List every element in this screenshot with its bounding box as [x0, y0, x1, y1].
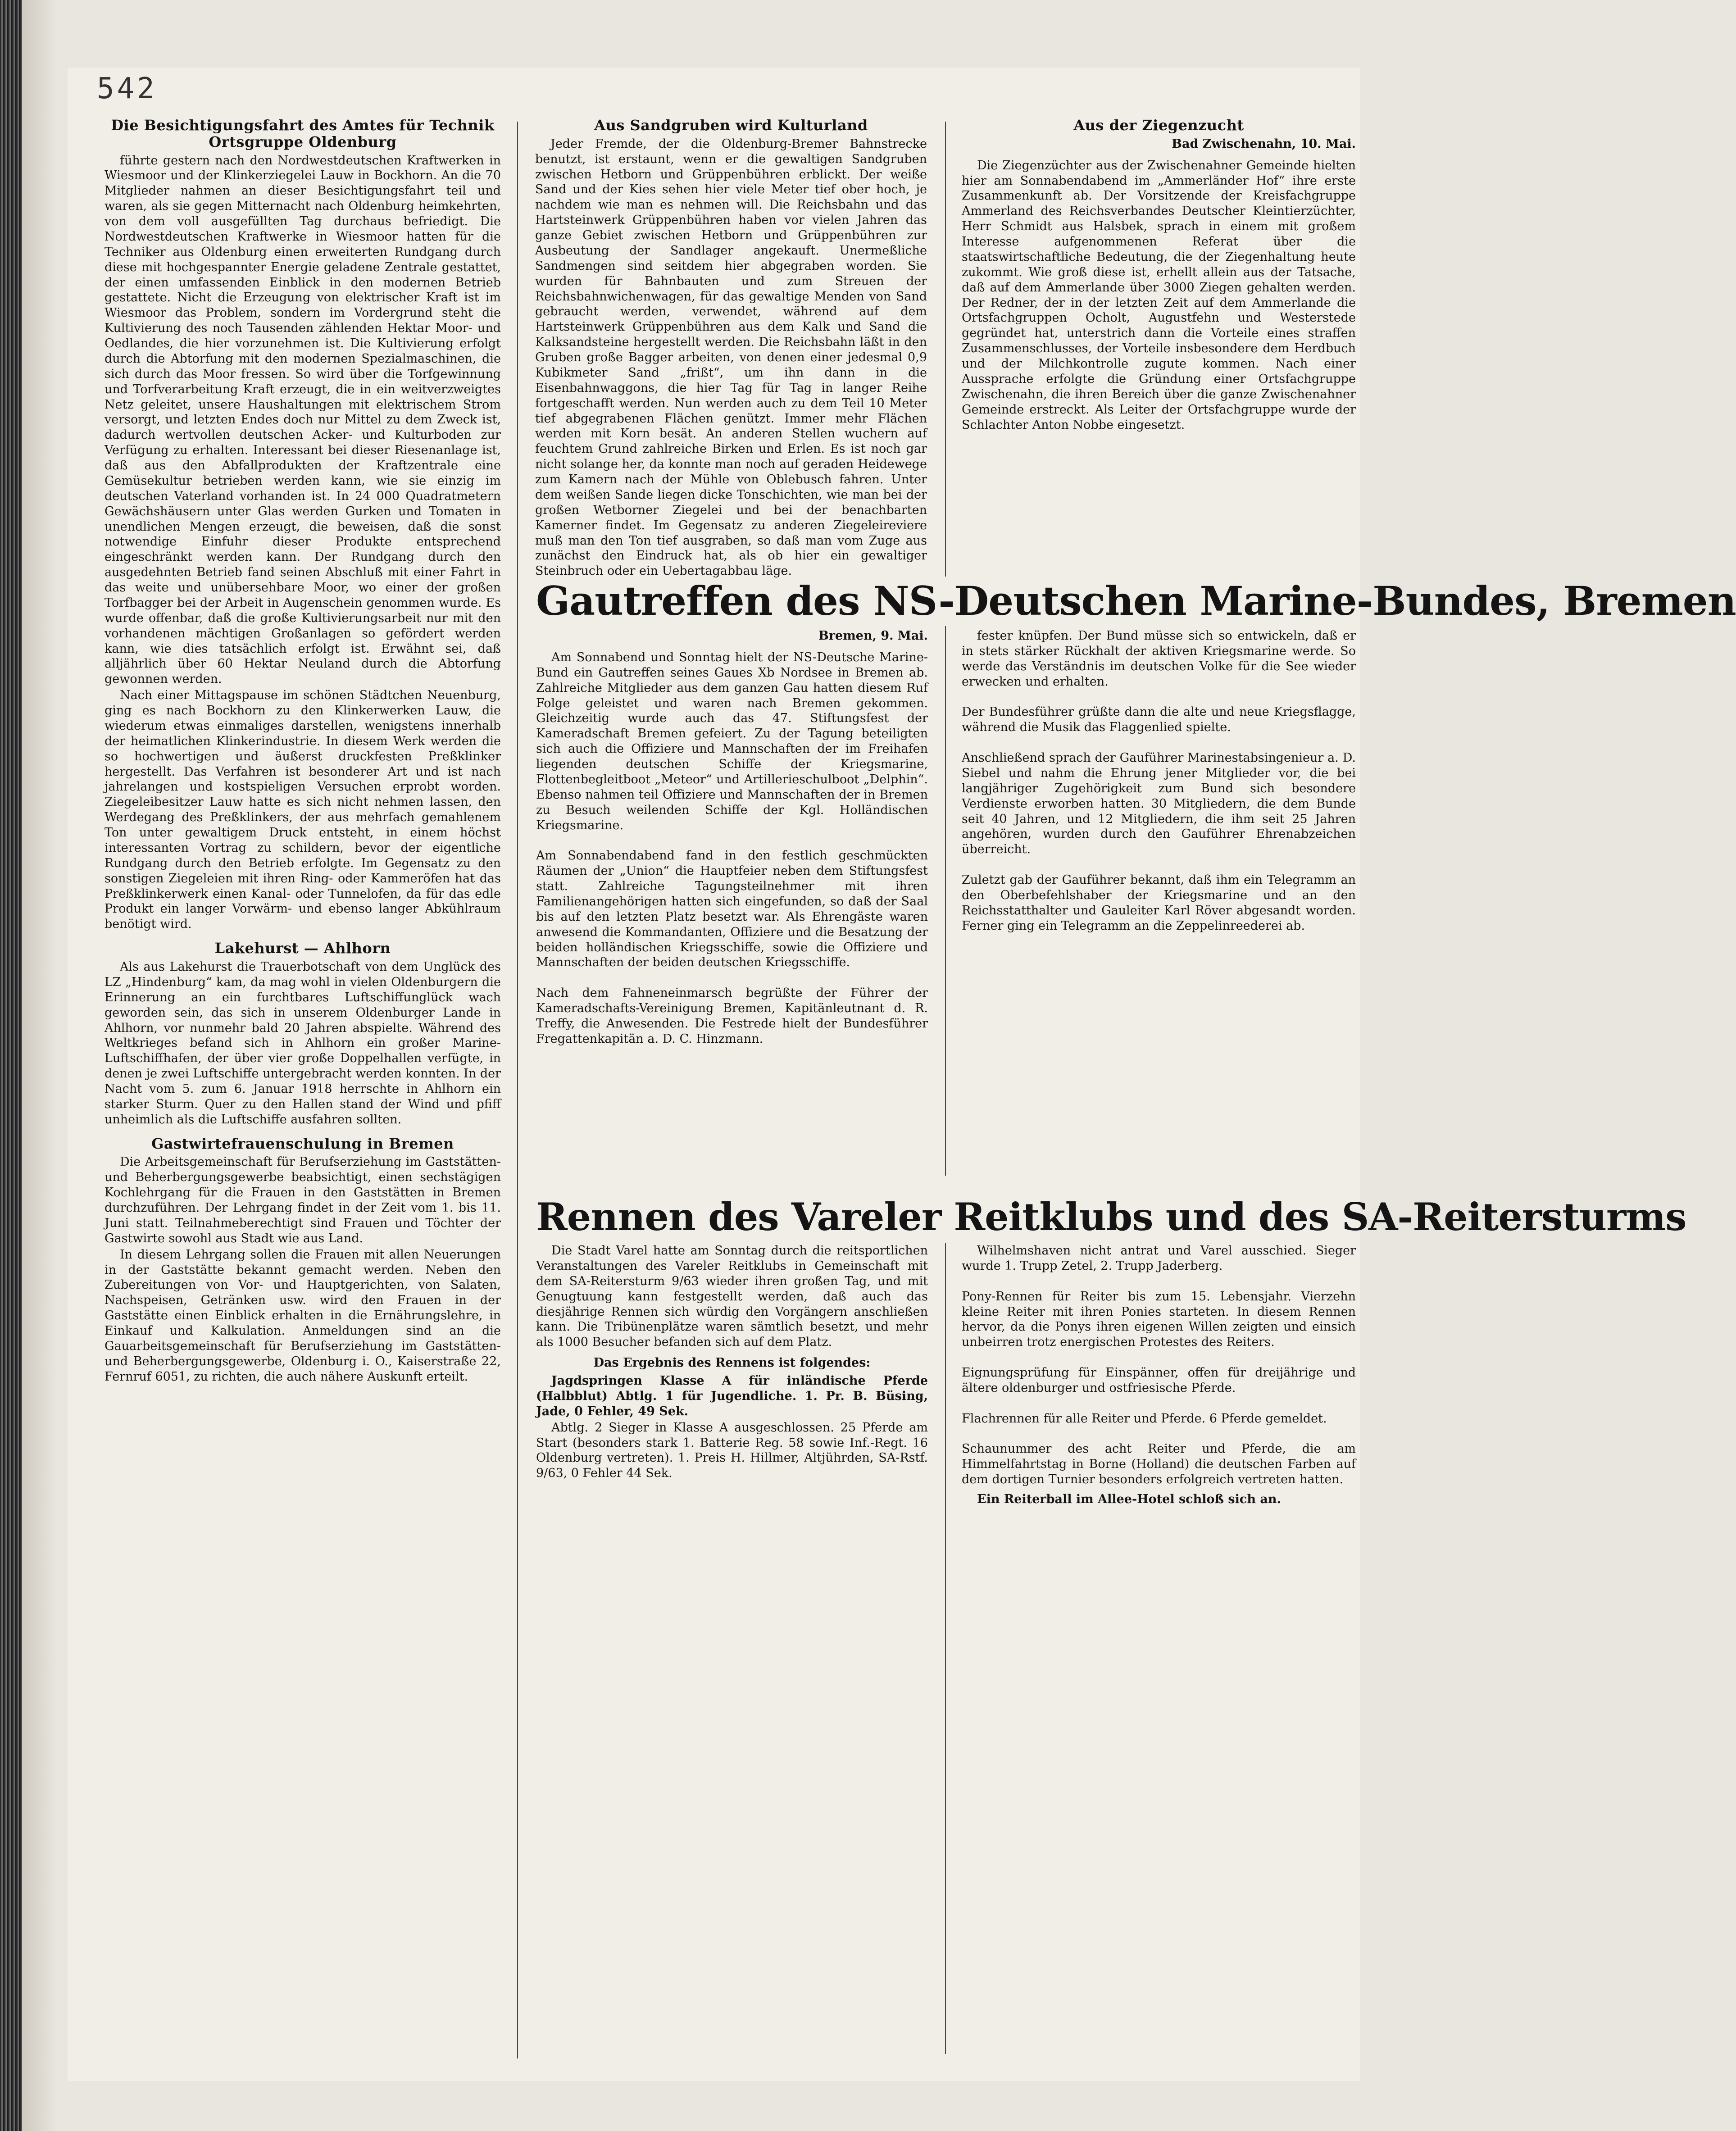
- column-middle: [535, 117, 927, 579]
- dateline: Bad Zwischenahn, 10. Mai.: [1172, 136, 1356, 151]
- article-title-ziegenzucht: Aus der Ziegenzucht: [1073, 117, 1244, 134]
- article-title-sandgruben: Aus Sandgruben wird Kulturland: [594, 117, 868, 134]
- results-entry: Jagdspringen Klasse A für inländische Pferde (Halbblut) Abtlg. 1 für Jugendliche. 1. Pr. B. Büsing, Jade, 0 Fehler, 49 Sek.: [536, 1374, 928, 1418]
- column-divider: [517, 122, 518, 2058]
- rennen-article-right: [962, 1243, 1356, 1507]
- marine-article-left: [536, 628, 928, 1047]
- article-body: Nach einer Mittagspause im schönen Städtchen Neuenburg, ging es nach Bockhorn zu den Klinkerwerken Lauw, die wiederum etwas einmaliges darstellen, wenigstens innerhalb der heimatlichen Klinkerindustrie. In diesem Werk werden die so hochwertigen und äußerst druckfesten Preßklinker hergestellt. Das Verfahren ist besonderer Art und ist nach jahrelangen und kostspieligen Versuchen erprobt worden. Ziegeleibesitzer Lauw hatte es sich nicht nehmen lassen, den Werdegang des Preßklinkers, der aus mehrfach gemahlenem Ton unter gewaltigem Druck entsteht, in einem höchst interessanten Vortrag zu schildern, bevor der eigentliche Rundgang durch den Betrieb erfolgte. Im Gegensatz zu den sonstigen Ziegeleien mit ihren Ring- oder Kammeröfen hat das Preßklinkerwerk einen Kanal- oder Tunnelofen, da für das edle Produkt ein langer Vorwärm- und ebenso langer Abkühlraum benötigt wird.: [105, 688, 501, 931]
- page-number: 542: [97, 72, 157, 105]
- dateline: Bremen, 9. Mai.: [818, 629, 928, 643]
- article-body: Jeder Fremde, der die Oldenburg-Bremer Bahnstrecke benutzt, ist erstaunt, wenn er die gewaltigen Sandgruben zwischen Hetborn und Grüppenbühren erblickt. Der weiße Sand und der Kies sehen hier viele Meter tief ober hoch, je nachdem wie man es nehmen will. Die Reichsbahn und das Hartsteinwerk Grüppenbühren haben vor vielen Jahren das ganze Gebiet zwischen Hetborn und Grüppenbühren zur Ausbeutung der Sandlager angekauft. Unermeßliche Sandmengen sind seitdem hier abgegraben worden. Sie wurden für Bahnbauten und zum Streuen der Reichsbahnwichenwagen, für das gewaltige Menden von Sand gebraucht werden, verwendet, während auf dem Hartsteinwerk Grüppenbühren aus dem Kalk und Sand die Kalksandsteine hergestellt werden. Die Reichsbahn läßt in den Gruben große Bagger arbeiten, von denen einer jedesmal 0,9 Kubikmeter Sand „frißt“, um ihn dann in die Eisenbahnwaggons, die hier Tag für Tag in langer Reihe fortgeschafft werden. Nun werden auch zu dem Teil 10 Meter tief abgegrabenen Flächen genützt. Immer mehr Flächen werden mit Korn besät. An anderen Stellen wuchern auf feuchtem Grund zahlreiche Birken und Erlen. Es ist noch gar nicht solange her, da konnte man noch auf geraden Heidewege zum Kamern nach der Mühle von Oblebusch fahren. Unter dem weißen Sande liegen dicke Tonschichten, wie man bei der großen Wetborner Ziegelei und bei der benachbarten Kamerner findet. Im Gegensatz zu anderen Ziegeleireviere muß man den Ton tief ausgraben, so daß man vom Zuge aus zunächst den Eindruck hat, als ob hier ein gewaltiger Steinbruch oder ein Uebertagabbau läge.: [535, 136, 927, 578]
- marine-article-right: [962, 628, 1356, 934]
- results-heading: Das Ergebnis des Rennens ist folgendes:: [593, 1356, 871, 1370]
- book-binding: [0, 0, 22, 2131]
- column-right: [962, 117, 1356, 432]
- article-body: führte gestern nach den Nordwestdeutschen Kraftwerken in Wiesmoor und der Klinkerziegelei Lauw in Bockhorn. An die 70 Mitglieder nahmen an dieser Besichtigungsfahrt teil und waren, als sie gegen Mitternacht nach Oldenburg heimkehrten, von dem voll ausgefüllten Tag durchaus befriedigt. Die Nordwestdeutschen Kraftwerke in Wiesmoor hatten für die Techniker aus Oldenburg einen erweiterten Rundgang durch diese mit hochgespannter Energie geladene Zentrale gestattet, der einen umfassenden Einblick in den modernen Betrieb gestattete. Nicht die Erzeugung von elektrischer Kraft ist im Wiesmoor das Problem, sondern im Vordergrund steht die Kultivierung des noch Tausenden zählenden Hektar Moor- und Oedlandes, die hier vorzunehmen ist. Die Kultivierung erfolgt durch die Abtorfung mit den modernen Spezialmaschinen, die sich durch das Moor fressen. So wird über die Torfgewinnung und Torfverarbeitung Kraft erzeugt, die in ein weitverzweigtes Netz geleitet, unsere Haushaltungen mit elektrischem Strom versorgt, und letzten Endes doch nur Mittel zu dem Zweck ist, dadurch wertvollen deutschen Acker- und Kulturboden zur Verfügung zu erhalten. Interessant bei dieser Riesenanlage ist, daß aus den Abfallprodukten der Kraftzentrale eine Gemüsekultur betrieben werden kann, wie sie einzig im deutschen Vaterland vorhanden ist. In 24 000 Quadratmetern Gewächshäusern unter Glas werden Gurken und Tomaten in unendlichen Mengen erzeugt, die beweisen, daß die sonst notwendige Einfuhr dieser Produkte entsprechend eingeschränkt werden kann. Der Rundgang durch den ausgedehnten Betrieb fand seinen Abschluß mit einer Fahrt in das weite und unübersehbare Moor, wo einer der großen Torfbagger bei der Arbeit in Augenschein genommen wurde. Es wurde offenbar, daß die große Kultivierungsarbeit nur mit den vorhandenen mächtigen Großanlagen so gefördert werden kann, wie dies tatsächlich erfolgt ist. Erwähnt sei, daß alljährlich über 60 Hektar Neuland durch die Abtorfung gewonnen werden.: [105, 153, 501, 686]
- article-body: fester knüpfen. Der Bund müsse sich so entwickeln, daß er in stets stärker Rückhalt der aktiven Kriegsmarine werde. So werde das Verständnis im deutschen Volke für die See wieder erwecken und erhalten. Der Bundesführer grüßte dann die alte und neue Kriegsflagge, während die Musik das Flaggenlied spielte. Anschließend sprach der Gauführer Marinestabsingenieur a. D. Siebel und nahm die Ehrung jener Mitglieder vor, die bei langjähriger Zugehörigkeit zum Bund sich besondere Verdienste erworben hatten. 30 Mitgliedern, die dem Bunde seit 40 Jahren, und 12 Mitgliedern, die ihm seit 25 Jahren angehören, wurden durch den Gauführer Ehrenabzeichen überreicht. Zuletzt gab der Gauführer bekannt, daß ihm ein Telegramm an den Oberbefehlshaber der Kriegsmarine und an den Reichsstatthalter und Gauleiter Karl Röver abgesandt worden. Ferner ging ein Telegramm an die Zeppelinreederei ab.: [962, 629, 1356, 933]
- article-title-gastwirte: Gastwirtefrauenschulung in Bremen: [151, 1135, 454, 1152]
- headline-marine-bund: Gautreffen des NS-Deutschen Marine-Bundes, Bremen: [536, 577, 1736, 624]
- results-entry: Abtlg. 2 Sieger in Klasse A ausgeschlossen. 25 Pferde am Start (besonders stark 1. Batterie Reg. 58 sowie Inf.-Regt. 16 Oldenburg vertreten). 1. Preis H. Hillmer, Altjührden, SA-Rstf. 9/63, 0 Fehler 44 Sek.: [536, 1420, 928, 1481]
- rennen-article-left: [536, 1243, 928, 1481]
- headline-rennen: Rennen des Vareler Reitklubs und des SA-Reitersturms: [536, 1195, 1686, 1239]
- article-body: Als aus Lakehurst die Trauerbotschaft von dem Unglück des LZ „Hindenburg“ kam, da mag wohl in vielen Oldenburgern die Erinnerung an ein furchtbares Luftschiffunglück wach geworden sein, das sich in unserem Oldenburger Lande in Ahlhorn, vor nunmehr bald 20 Jahren abspielte. Während des Weltkrieges befand sich in Ahlhorn ein großer Marine-Luftschiffhafen, der über vier große Doppelhallen verfügte, in denen je zwei Luftschiffe untergebracht werden konnten. In der Nacht vom 5. zum 6. Januar 1918 herrschte in Ahlhorn ein starker Sturm. Quer zu den Hallen stand der Wind und pfiff unheimlich als die Luftschiffe ausfahren sollten.: [105, 960, 501, 1127]
- article-title-lakehurst: Lakehurst — Ahlhorn: [214, 940, 391, 957]
- article-body: Wilhelmshaven nicht antrat und Varel ausschied. Sieger wurde 1. Trupp Zetel, 2. Trupp Jaderberg. Pony-Rennen für Reiter bis zum 15. Lebensjahr. Vierzehn kleine Reiter mit ihren Ponies starteten. In diesem Rennen hervor, da die Ponys ihren eigenen Willen zeigten und einsich unbeirren trotz energischen Protestes des Reiters. Eignungsprüfung für Einspänner, offen für dreijährige und ältere oldenburger und ostfriesische Pferde. Flachrennen für alle Reiter und Pferde. 6 Pferde gemeldet. Schaunummer des acht Reiter und Pferde, die am Himmelfahrtstag in Borne (Holland) die deutschen Farben auf dem dortigen Turnier besonders erfolgreich vertreten hatten.: [962, 1244, 1356, 1487]
- article-title-besichtigungsfahrt: Die Besichtigungsfahrt des Amtes für Technik Ortsgruppe Oldenburg: [111, 117, 495, 150]
- closing-line: Ein Reiterball im Allee-Hotel schloß sich an.: [977, 1492, 1281, 1506]
- article-body: Die Stadt Varel hatte am Sonntag durch die reitsportlichen Veranstaltungen des Vareler Reitklubs in Gemeinschaft mit dem SA-Reitersturm 9/63 wieder ihren großen Tag, und mit Genugtuung kann festgestellt werden, daß auch das diesjährige Rennen sich würdig den Vorgängern anschließen kann. Die Tribünenplätze waren sämtlich besetzt, und mehr als 1000 Besucher befanden sich auf dem Platz.: [536, 1244, 928, 1349]
- article-body: In diesem Lehrgang sollen die Frauen mit allen Neuerungen in der Gaststätte bekannt gemacht werden. Neben den Zubereitungen von Vor- und Hauptgerichten, von Salaten, Nachspeisen, Getränken usw. wird den Frauen in der Gaststätte einen Einblick erhalten in die Ernährungslehre, in Einkauf und Kalkulation. Anmeldungen sind an die Gauarbeitsgemeinschaft für Berufserziehung im Gaststätten- und Beherbergungsgewerbe, Oldenburg i. O., Kaiserstraße 22, Fernruf 6051, zu richten, die auch nähere Auskunft erteilt.: [105, 1247, 501, 1384]
- binding-shadow: [22, 0, 58, 2131]
- column-divider: [945, 1243, 946, 2054]
- column-left: [105, 117, 501, 1385]
- column-divider: [945, 626, 946, 1176]
- article-body: Am Sonnabend und Sonntag hielt der NS-Deutsche Marine-Bund ein Gautreffen seines Gaues Xb Nordsee in Bremen ab. Zahlreiche Mitglieder aus dem ganzen Gau hatten diesem Ruf Folge geleistet und waren nach Bremen gekommen. Gleichzeitig wurde auch das 47. Stiftungsfest der Kameradschaft Bremen gefeiert. Zu der Tagung beteiligten sich auch die Offiziere und Mannschaften der im Freihafen liegenden deutschen Schiffe der Kriegsmarine, Flottenbegleitboot „Meteor“ und Artillerieschulboot „Delphin“. Ebenso nahmen teil Offiziere und Mannschaften der in Bremen zu Besuch weilenden Schiffe der Kgl. Holländischen Kriegsmarine. Am Sonnabendabend fand in den festlich geschmückten Räumen der „Union“ die Hauptfeier neben dem Stiftungsfest statt. Zahlreiche Tagungsteilnehmer mit ihren Familienangehörigen hatten sich eingefunden, so daß der Saal bis auf den letzten Platz besetzt war. Als Ehrengäste waren anwesend die Kommandanten, Offiziere und die Besatzung der beiden holländischen Kriegsschiffe, sowie die Offiziere und Mannschaften der beiden deutschen Kriegsschiffe. Nach dem Fahneneinmarsch begrüßte der Führer der Kameradschafts-Vereinigung Bremen, Kapitänleutnant d. R. Treffy, die Anwesenden. Die Festrede hielt der Bundesführer Fregattenkapitän a. D. C. Hinzmann.: [536, 650, 928, 1046]
- article-body: Die Arbeitsgemeinschaft für Berufserziehung im Gaststätten- und Beherbergungsgewerbe beabsichtigt, einen sechstägigen Kochlehrgang für die Frauen in den Gaststätten in Bremen durchzuführen. Der Lehrgang findet in der Zeit vom 1. bis 11. Juni statt. Teilnahmeberechtigt sind Frauen und Töchter der Gastwirte sowohl aus Stadt wie aus Land.: [105, 1155, 501, 1245]
- article-body: Die Ziegenzüchter aus der Zwischenahner Gemeinde hielten hier am Sonnabendabend im „Ammerländer Hof“ ihre erste Zusammenkunft ab. Der Vorsitzende der Kreisfachgruppe Ammerland des Reichsverbandes Deutscher Kleintierzüchter, Herr Schmidt aus Halsbek, sprach in einem mit großem Interesse aufgenommenen Referat über die staatswirtschaftliche Bedeutung, die der Ziegenhaltung heute zukommt. Wie groß diese ist, erhellt allein aus der Tatsache, daß auf dem Ammerlande über 3000 Ziegen gehalten werden. Der Redner, der in der letzten Zeit auf dem Ammerlande die Ortsfachgruppen Ocholt, Augustfehn und Westerstede gegründet hat, unterstrich dann die Vorteile eines straffen Zusammenschlusses, der Vorteile insbesondere dem Herdbuch und der Milchkontrolle zugute kommen. Nach einer Aussprache erfolgte die Gründung einer Ortsfachgruppe Zwischenahn, die ihren Bereich über die ganze Zwischenahner Gemeinde erstreckt. Als Leiter der Ortsfachgruppe wurde der Schlachter Anton Nobbe eingesetzt.: [962, 158, 1356, 432]
- column-divider: [945, 122, 946, 577]
